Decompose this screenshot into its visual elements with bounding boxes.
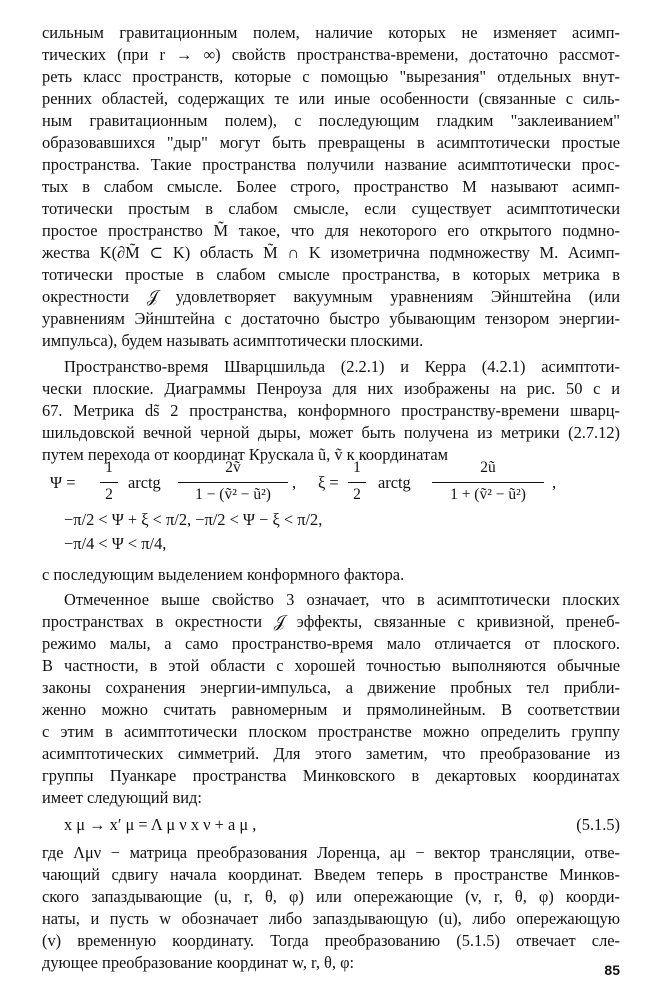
text-line: шильдовской вечной черной дыры, может быть получена из метрики (2.7.12): [42, 423, 620, 442]
text-line: ренних областей, содержащих те или иные особенности (связанные с силь-: [42, 89, 620, 108]
text-line: жества K(∂M̃ ⊂ K) область M̃ ∩ K изометрична подмножеству M. Асимп-: [42, 243, 620, 262]
text-line: имеет следующий вид:: [42, 788, 202, 807]
text-line: (v) временную координату. Тогда преобразованию (5.1.5) отвечает сле-: [42, 931, 620, 950]
text-line: реть класс пространств, которые с помощью "вырезания" отдельных внут-: [42, 67, 620, 86]
xi-lhs: ξ =: [318, 473, 339, 492]
psi-lhs: Ψ =: [50, 473, 76, 492]
text-line: Пространство-время Шварцшильда (2.2.1) и Керра (4.2.1) асимптоти-: [64, 357, 620, 376]
text-line: тических (при r → ∞) свойств пространства-времени, достаточно рассмот-: [42, 45, 620, 64]
fraction-bar: [348, 482, 366, 483]
fraction-bar: [178, 482, 288, 483]
fraction-bar: [432, 482, 544, 483]
inequality-line-1: −π/2 < Ψ + ξ < π/2, −π/2 < Ψ − ξ < π/2,: [64, 510, 323, 529]
half-denominator: 2: [353, 486, 361, 503]
text-line: В частности, в этой области с хорошей точностью выполняются обычные: [42, 656, 620, 675]
half-numerator: 1: [105, 459, 113, 476]
text-line: дующее преобразование координат w, r, θ, φ:: [42, 953, 355, 972]
text-line: наты, и пусть w обозначает либо запаздывающую (u), либо опережающую: [42, 909, 620, 928]
text-line: тотически простые в слабом смысле пространства, в которых метрика в: [42, 265, 620, 284]
half-denominator: 2: [105, 486, 113, 503]
text-line: с последующим выделением конформного фактора.: [42, 565, 405, 584]
text-line: пространствах в окрестности 𝒥 эффекты, связанные с кривизной, пренеб-: [42, 612, 620, 631]
text-line: с этим в асимптотически плоском пространстве можно определить группу: [42, 722, 620, 741]
arctg-label: arctg: [378, 473, 411, 492]
trailing-comma: ,: [552, 473, 557, 492]
text-line: режимо малы, а само пространство-время мало отличается от плоского.: [42, 634, 620, 653]
separator-comma: ,: [292, 473, 297, 492]
inequality-line-2: −π/4 < Ψ < π/4,: [64, 534, 167, 553]
arctg-label: arctg: [128, 473, 161, 492]
xi-denominator: 1 + (ṽ² − ũ²): [450, 486, 526, 503]
text-line: импульса), будем называть асимптотически плоскими.: [42, 331, 424, 350]
text-line: женно можно считать равномерным и прямолинейным. В соответствии: [42, 700, 620, 719]
text-line: окрестности 𝒥 удовлетворяет вакуумным уравнениям Эйнштейна (или: [42, 287, 620, 306]
text-line: уравнениям Эйнштейна с достаточно быстро убывающим тензором энергии-: [42, 309, 620, 328]
text-line: путем перехода от координат Крускала ũ, ṽ к координатам: [42, 445, 448, 464]
text-line: сильным гравитационным полем, наличие которых не изменяет асимп-: [42, 23, 620, 42]
psi-numerator: 2ṽ: [225, 459, 241, 476]
xi-numerator: 2ũ: [480, 459, 496, 476]
text-line: асимптотических симметрий. Для этого заметим, что преобразование из: [42, 744, 620, 763]
text-line: чески плоские. Диаграммы Пенроуза для них изображены на рис. 50 c и: [42, 379, 620, 398]
text-line: тых в слабом смысле. Более строго, пространство M называют асимп-: [42, 177, 620, 196]
text-line: чающий сдвигу начала координат. Введем теперь в пространстве Минков-: [42, 865, 620, 884]
equation-number: (5.1.5): [576, 815, 620, 834]
page-number: 85: [604, 962, 620, 978]
fraction-bar: [100, 482, 118, 483]
text-line: 67. Метрика ds̃ 2 пространства, конформного пространству-времени шварц-: [42, 401, 620, 420]
text-line: пространства. Такие пространства получили название асимптотически прос-: [42, 155, 620, 174]
poincare-equation: x μ → x′ μ = Λ μ ν x ν + a μ ,: [64, 815, 257, 834]
text-line: ным гравитационным полем), с последующим гладким "заклеиванием": [42, 111, 620, 130]
half-numerator: 1: [353, 459, 361, 476]
text-line: группы Пуанкаре пространства Минковского в декартовых координатах: [42, 766, 620, 785]
text-line: тотически простым в слабом смысле, если существует асимптотически: [42, 199, 620, 218]
text-line: ского запаздывающие (u, r, θ, φ) или опережающие (v, r, θ, φ) коорди-: [42, 887, 620, 906]
text-line: образовавшихся "дыр" могут быть превращены в асимптотически простые: [42, 133, 620, 152]
text-line: простое пространство M̃ такое, что для некоторого его открытого подмно-: [42, 221, 620, 240]
text-line: законы сохранения энергии-импульса, а движение пробных тел прибли-: [42, 678, 620, 697]
text-line: Отмеченное выше свойство 3 означает, что в асимптотически плоских: [64, 590, 620, 609]
text-line: где Λμν − матрица преобразования Лоренца, aμ − вектор трансляции, отве-: [42, 843, 620, 862]
psi-denominator: 1 − (ṽ² − ũ²): [195, 486, 271, 503]
